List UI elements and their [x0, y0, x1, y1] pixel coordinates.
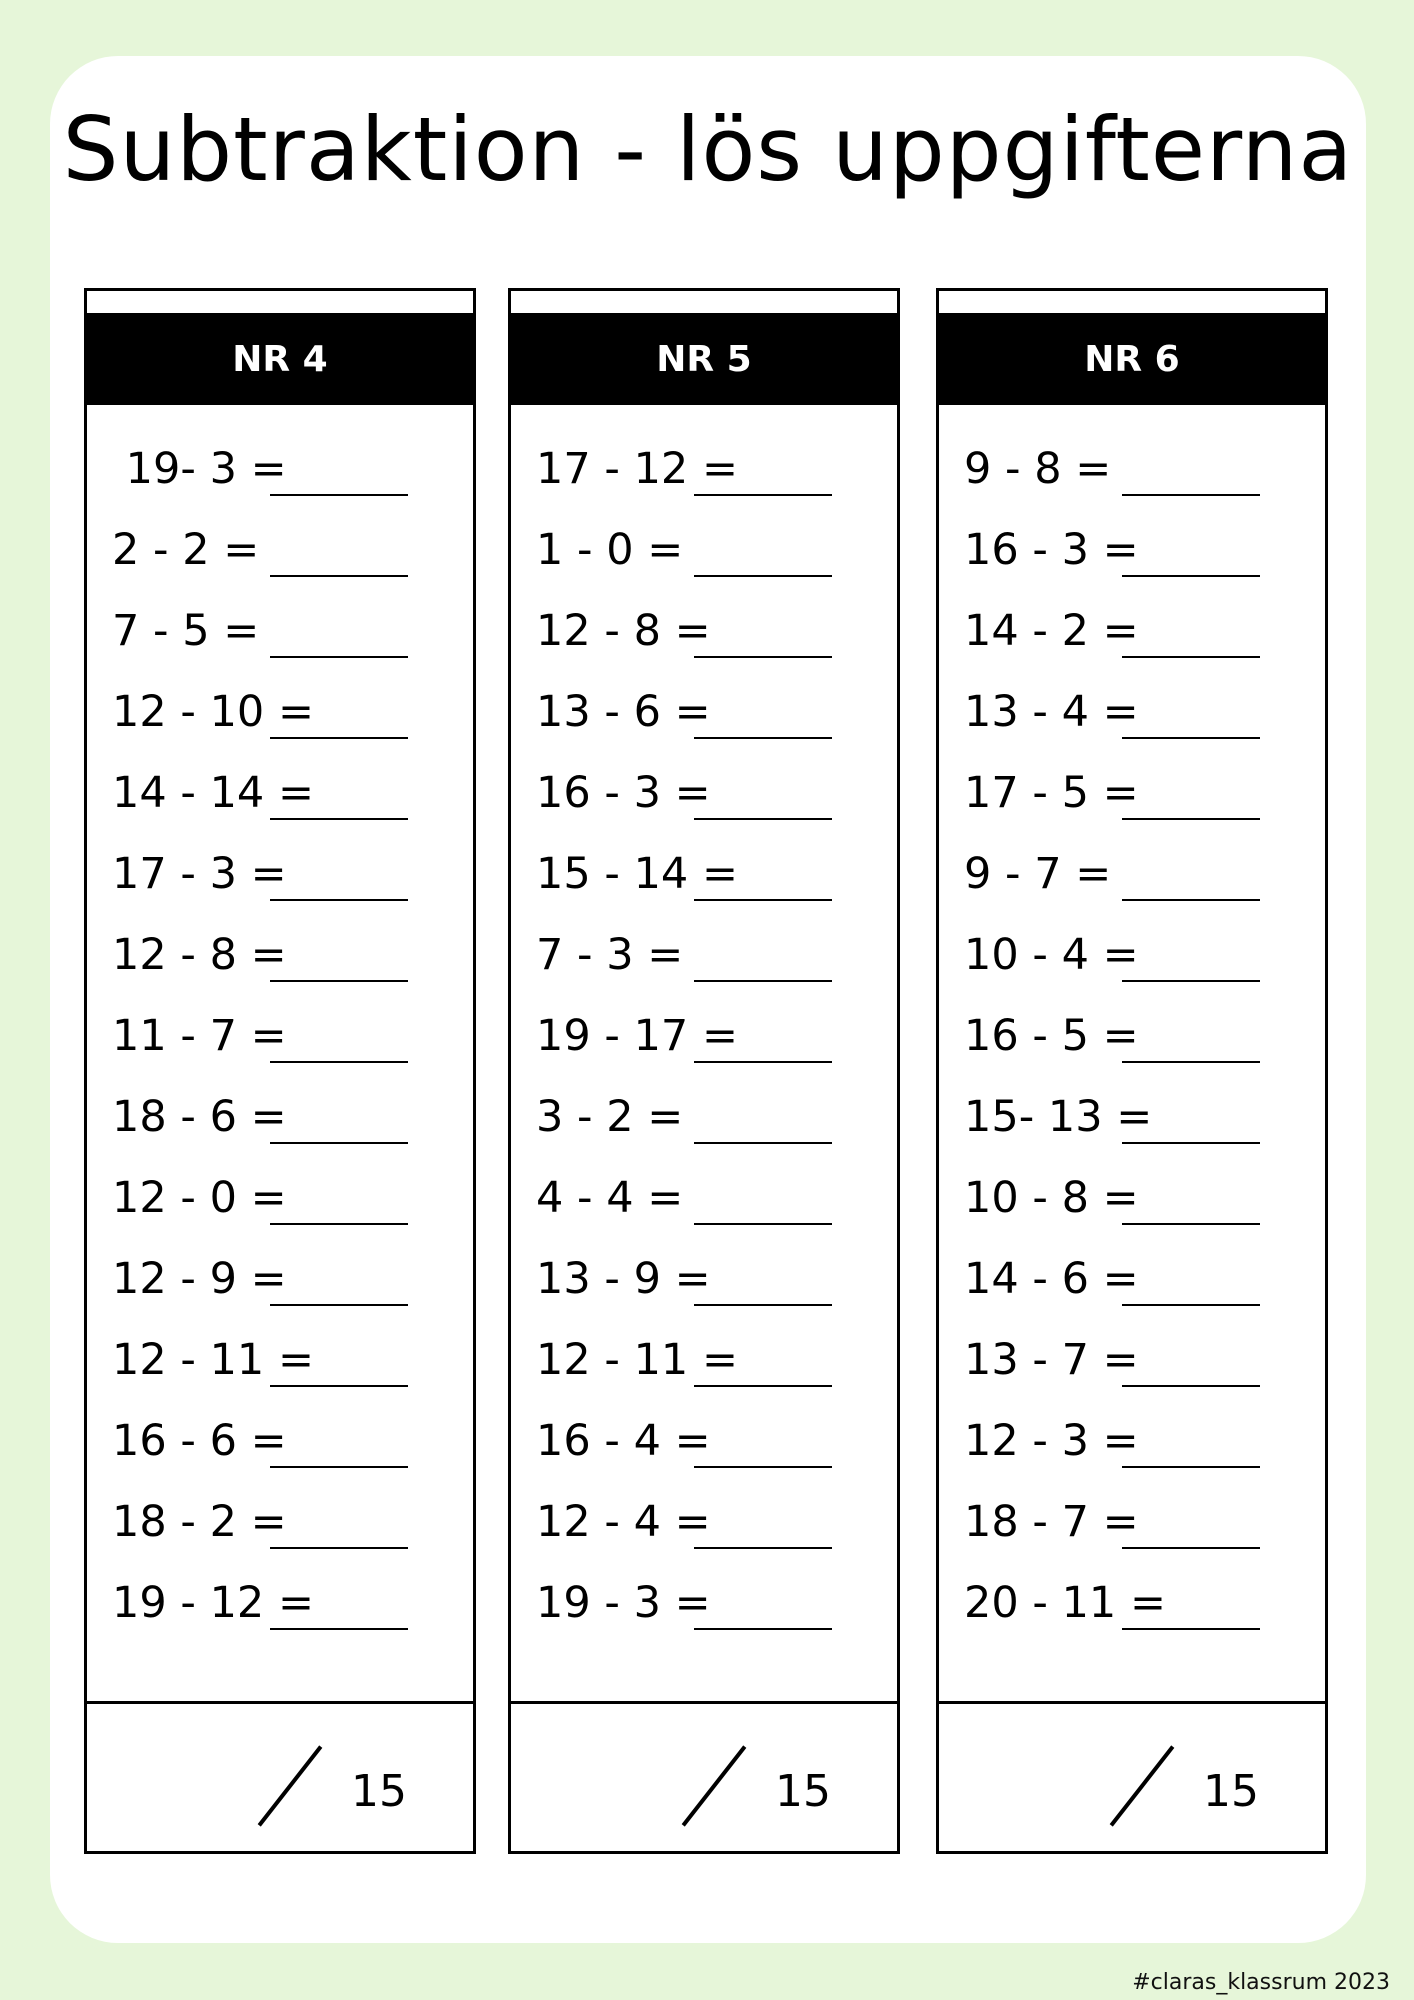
- answer-blank[interactable]: [270, 494, 408, 496]
- problem-expression: 12 - 11 =: [536, 1335, 738, 1385]
- answer-blank[interactable]: [270, 1304, 408, 1306]
- answer-blank[interactable]: [270, 1466, 408, 1468]
- answer-blank[interactable]: [270, 1547, 408, 1549]
- answer-blank[interactable]: [1122, 899, 1260, 901]
- answer-blank[interactable]: [1122, 1142, 1260, 1144]
- answer-blank[interactable]: [694, 737, 832, 739]
- problem-expression: 4 - 4 =: [536, 1173, 684, 1223]
- problem-expression: 14 - 2 =: [964, 606, 1139, 656]
- problem-expression: 12 - 0 =: [112, 1173, 287, 1223]
- answer-blank[interactable]: [694, 575, 832, 577]
- problem-expression: 17 - 5 =: [964, 768, 1139, 818]
- problem-expression: 18 - 2 =: [112, 1497, 287, 1547]
- answer-blank[interactable]: [1122, 1304, 1260, 1306]
- answer-blank[interactable]: [694, 1304, 832, 1306]
- problem-expression: 7 - 5 =: [112, 606, 260, 656]
- problem-expression: 19- 3 =: [112, 444, 287, 494]
- problem-expression: 10 - 4 =: [964, 930, 1139, 980]
- problem-expression: 19 - 17 =: [536, 1011, 738, 1061]
- problem-expression: 12 - 11 =: [112, 1335, 314, 1385]
- answer-blank[interactable]: [1122, 1547, 1260, 1549]
- answer-blank[interactable]: [1122, 656, 1260, 658]
- problem-expression: 20 - 11 =: [964, 1578, 1166, 1628]
- score-box: [87, 1701, 473, 1851]
- problem-expression: 18 - 6 =: [112, 1092, 287, 1142]
- problem-expression: 15- 13 =: [964, 1092, 1153, 1142]
- answer-blank[interactable]: [1122, 1385, 1260, 1387]
- problem-expression: 16 - 3 =: [964, 525, 1139, 575]
- answer-blank[interactable]: [694, 1547, 832, 1549]
- problem-expression: 18 - 7 =: [964, 1497, 1139, 1547]
- page-title: Subtraktion - lös uppgifterna: [62, 98, 1354, 201]
- answer-blank[interactable]: [694, 1628, 832, 1630]
- answer-blank[interactable]: [270, 818, 408, 820]
- answer-blank[interactable]: [694, 494, 832, 496]
- answer-blank[interactable]: [694, 1385, 832, 1387]
- problem-expression: 14 - 14 =: [112, 768, 314, 818]
- answer-blank[interactable]: [1122, 1466, 1260, 1468]
- answer-blank[interactable]: [1122, 737, 1260, 739]
- credit-text: #claras_klassrum 2023: [1132, 1970, 1390, 1995]
- problem-expression: 16 - 3 =: [536, 768, 711, 818]
- answer-blank[interactable]: [1122, 1061, 1260, 1063]
- answer-blank[interactable]: [270, 980, 408, 982]
- answer-blank[interactable]: [270, 737, 408, 739]
- problem-expression: 16 - 4 =: [536, 1416, 711, 1466]
- problem-expression: 13 - 7 =: [964, 1335, 1139, 1385]
- problem-expression: 16 - 5 =: [964, 1011, 1139, 1061]
- problem-expression: 2 - 2 =: [112, 525, 260, 575]
- problem-expression: 16 - 6 =: [112, 1416, 287, 1466]
- max-score: 15: [1203, 1766, 1259, 1817]
- problem-expression: 7 - 3 =: [536, 930, 684, 980]
- answer-blank[interactable]: [270, 1223, 408, 1225]
- answer-blank[interactable]: [270, 1628, 408, 1630]
- answer-blank[interactable]: [1122, 1628, 1260, 1630]
- problem-expression: 9 - 8 =: [964, 444, 1112, 494]
- problem-expression: 12 - 3 =: [964, 1416, 1139, 1466]
- problem-expression: 11 - 7 =: [112, 1011, 287, 1061]
- column-header: NR 5: [511, 313, 897, 405]
- fraction-slash: [258, 1745, 323, 1826]
- answer-blank[interactable]: [1122, 980, 1260, 982]
- answer-blank[interactable]: [694, 656, 832, 658]
- exercise-column-5: [508, 288, 900, 1854]
- problem-expression: 12 - 10 =: [112, 687, 314, 737]
- problem-expression: 12 - 9 =: [112, 1254, 287, 1304]
- fraction-slash: [1110, 1745, 1175, 1826]
- score-box: [511, 1701, 897, 1851]
- problem-expression: 12 - 4 =: [536, 1497, 711, 1547]
- exercise-column-6: [936, 288, 1328, 1854]
- answer-blank[interactable]: [694, 899, 832, 901]
- answer-blank[interactable]: [694, 1061, 832, 1063]
- fraction-slash: [682, 1745, 747, 1826]
- problem-expression: 19 - 12 =: [112, 1578, 314, 1628]
- problem-expression: 14 - 6 =: [964, 1254, 1139, 1304]
- answer-blank[interactable]: [694, 1223, 832, 1225]
- problem-expression: 1 - 0 =: [536, 525, 684, 575]
- answer-blank[interactable]: [270, 1142, 408, 1144]
- problem-expression: 12 - 8 =: [536, 606, 711, 656]
- answer-blank[interactable]: [694, 1142, 832, 1144]
- column-header: NR 4: [87, 313, 473, 405]
- problem-expression: 13 - 6 =: [536, 687, 711, 737]
- problem-expression: 3 - 2 =: [536, 1092, 684, 1142]
- answer-blank[interactable]: [694, 818, 832, 820]
- answer-blank[interactable]: [1122, 494, 1260, 496]
- answer-blank[interactable]: [1122, 1223, 1260, 1225]
- problem-expression: 17 - 12 =: [536, 444, 738, 494]
- answer-blank[interactable]: [270, 656, 408, 658]
- answer-blank[interactable]: [270, 1385, 408, 1387]
- answer-blank[interactable]: [694, 1466, 832, 1468]
- score-box: [939, 1701, 1325, 1851]
- problem-expression: 17 - 3 =: [112, 849, 287, 899]
- column-header: NR 6: [939, 313, 1325, 405]
- problem-expression: 12 - 8 =: [112, 930, 287, 980]
- problem-expression: 19 - 3 =: [536, 1578, 711, 1628]
- answer-blank[interactable]: [270, 899, 408, 901]
- answer-blank[interactable]: [1122, 575, 1260, 577]
- problem-expression: 9 - 7 =: [964, 849, 1112, 899]
- problem-expression: 15 - 14 =: [536, 849, 738, 899]
- answer-blank[interactable]: [1122, 818, 1260, 820]
- exercise-column-4: [84, 288, 476, 1854]
- answer-blank[interactable]: [270, 1061, 408, 1063]
- max-score: 15: [351, 1766, 407, 1817]
- problem-expression: 13 - 9 =: [536, 1254, 711, 1304]
- problem-expression: 13 - 4 =: [964, 687, 1139, 737]
- answer-blank[interactable]: [270, 575, 408, 577]
- problem-expression: 10 - 8 =: [964, 1173, 1139, 1223]
- max-score: 15: [775, 1766, 831, 1817]
- answer-blank[interactable]: [694, 980, 832, 982]
